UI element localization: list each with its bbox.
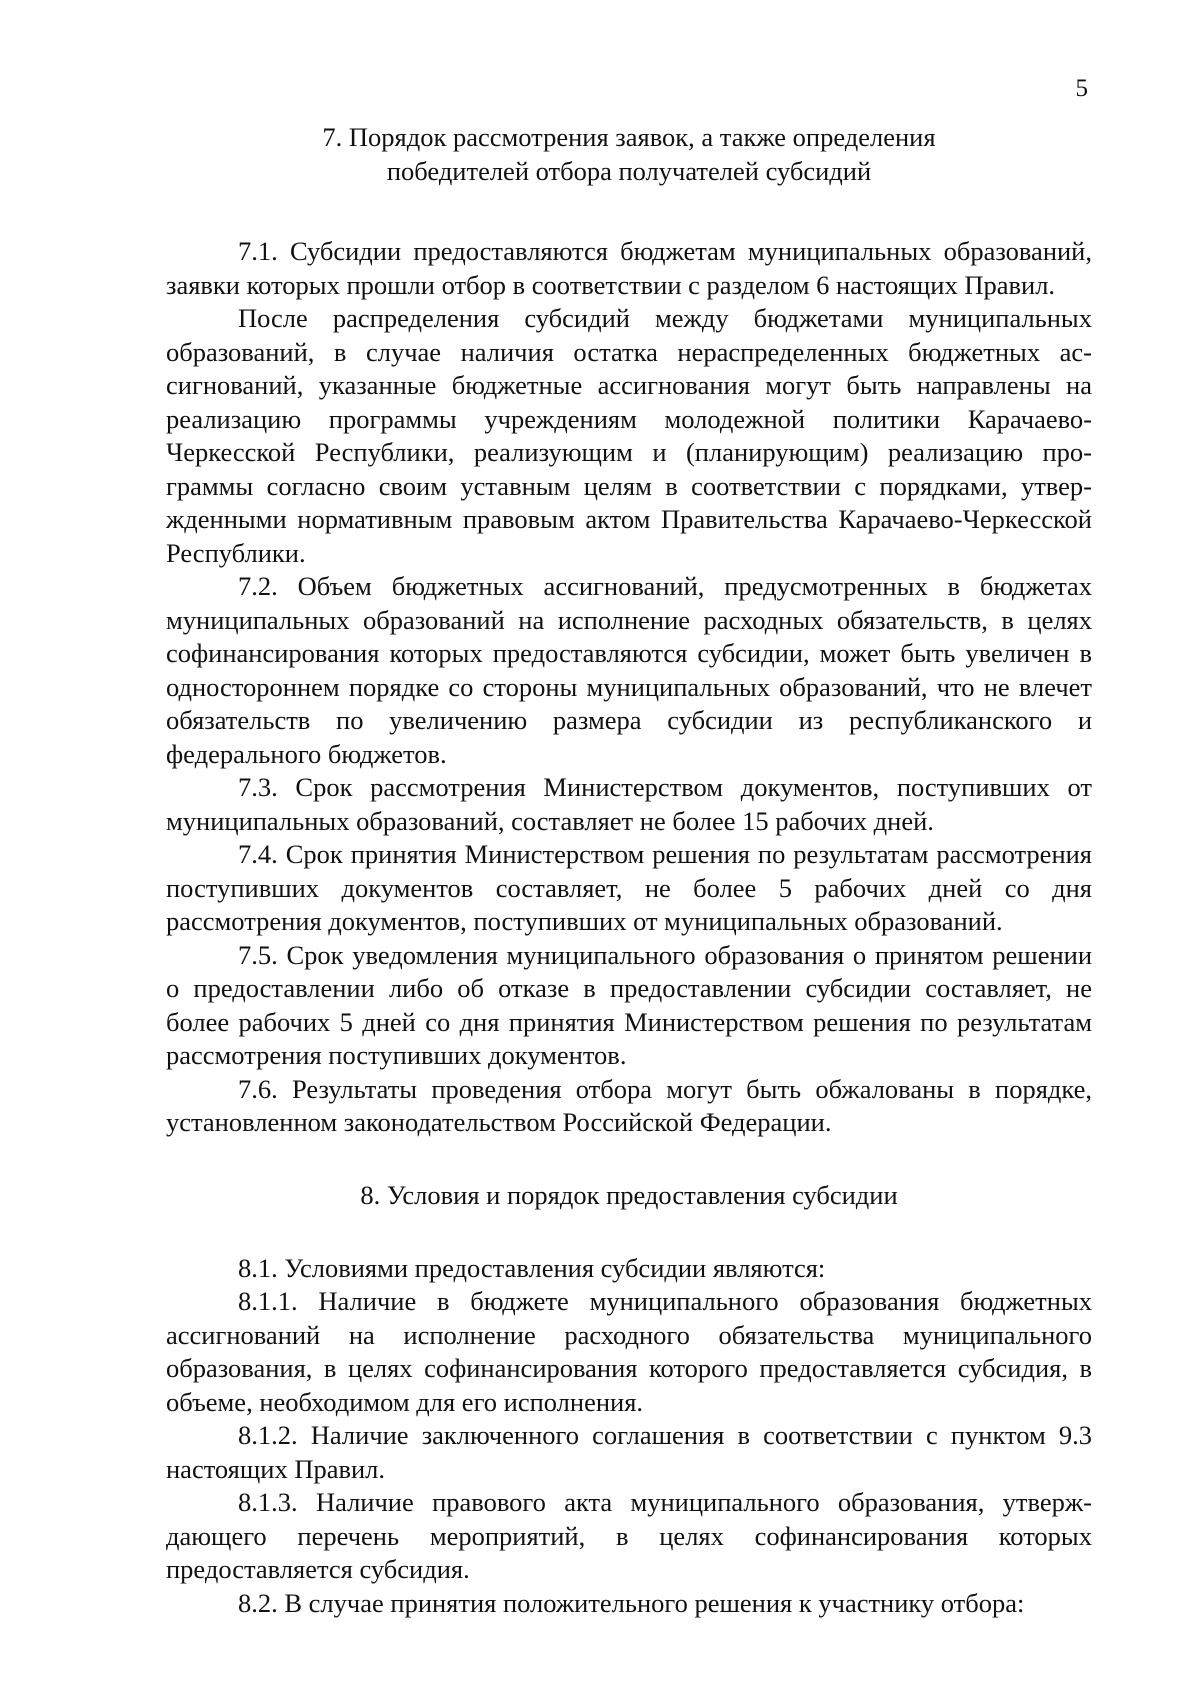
paragraph-7-3: 7.3. Срок рассмотрения Министерством документов, поступивших от муниципальных образований, составляет не более 15 рабочих дней.	[166, 772, 1092, 836]
paragraph-7-1-continued: После распределения субсидий между бюджетами муниципальных образований, в случае наличия остатка нераспределенных бюджетных ассигнований, указанные бюджетные ассигнования могут быть направлены на реализацию программы учреждениям молодежной политики Карачаево-Черкесской Республики, реализующим и (планирующим) реализацию программы согласно своим уставным целям в соответствии с порядками, утвержденными нормативным правовым актом Правительства Карачаево-Черкесской Республики.	[166, 303, 1092, 568]
document-body	[166, 120, 1092, 1620]
paragraph-7-4: 7.4. Срок принятия Министерством решения по результатам рассмотрения поступивших документов составляет, не более 5 рабочих дней со дня рассмотрения документов, поступивших от муниципальных образований.	[166, 839, 1092, 936]
paragraph-8-1: 8.1. Условиями предоставления субсидии являются:	[238, 1252, 826, 1283]
paragraph-8-1-2: 8.1.2. Наличие заключенного соглашения в соответствии с пунктом 9.3 настоящих Правил.	[166, 1420, 1092, 1484]
section-7-title-line-1: 7. Порядок рассмотрения заявок, а также определения	[322, 122, 936, 152]
paragraph-7-1: 7.1. Субсидии предоставляются бюджетам муниципальных образований, заявки которых прошли отбор в соответствии с разделом 6 настоящих Правил.	[166, 236, 1092, 300]
section-7-title-line-2: победителей отбора получателей субсидий	[386, 156, 872, 186]
paragraph-7-6: 7.6. Результаты проведения отбора могут быть обжалованы в порядке, установленном законодательством Российской Федерации.	[166, 1073, 1092, 1137]
paragraph-7-2: 7.2. Объем бюджетных ассигнований, предусмотренных в бюджетах муниципальных образований на исполнение расходных обязательств, в целях софинансирования которых предоставляются субсидии, может быть увеличен в одностороннем порядке со стороны муниципальных образований, что не влечет обязательств по увеличению размера субсидии из республиканского и федерального бюджетов.	[166, 571, 1092, 769]
paragraph-8-2: 8.2. В случае принятия положительного решения к участнику отбора:	[238, 1587, 1025, 1618]
section-8-heading: 8. Условия и порядок предоставления субсидии	[360, 1179, 898, 1210]
page-number: 5	[1075, 75, 1088, 102]
paragraph-8-1-1: 8.1.1. Наличие в бюджете муниципального образования бюджетных ассигнований на исполнение расходного обязательства муниципального образования, в целях софинансирования которого предоставляется субсидия, в объеме, необходимом для его исполнения.	[166, 1286, 1092, 1417]
paragraph-7-5: 7.5. Срок уведомления муниципального образования о принятом решении о предоставлении либо об отказе в предоставлении субсидии составляет, не более рабочих 5 дней со дня принятия Министерством решения по результатам рассмотрения поступивших документов.	[166, 939, 1092, 1070]
section-7-heading	[166, 120, 1092, 188]
paragraph-8-1-3: 8.1.3. Наличие правового акта муниципального образования, утверждающего перечень мероприятий, в целях софинансирования которых предоставляется субсидия.	[166, 1487, 1092, 1584]
